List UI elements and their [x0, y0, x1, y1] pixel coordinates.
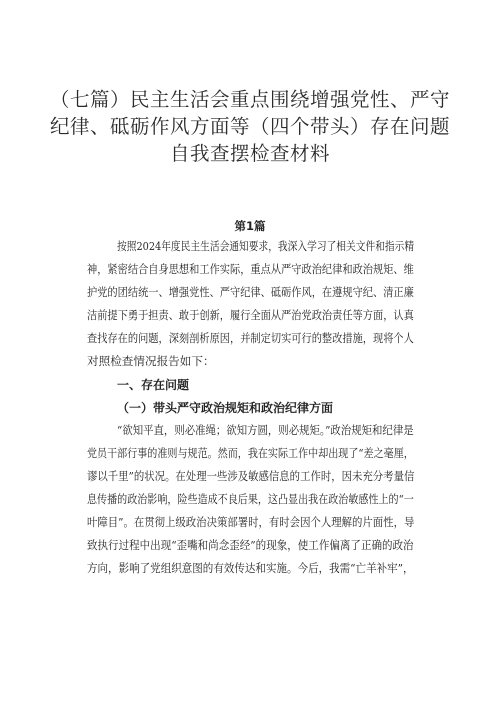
title-line-2: 纪律、砥砺作风方面等（四个带头）存在问题 [49, 115, 450, 138]
para1-line-7: 方向，影响了党组织意图的有效传达和实施。今后，我需“亡羊补牢”， [87, 561, 414, 575]
section-heading-problems: 一、存在问题 [117, 378, 190, 392]
para1-line-1: “欲知平直，则必准绳；欲知方圆，则必规矩。”政治规矩和纪律是 [117, 423, 414, 437]
para1-line-2: 党员干部行事的准则与规范。然而，我在实际工作中却出现了“差之毫厘， [87, 446, 414, 460]
intro-line-4: 洁前提下勇于担责、敢于创新，履行全面从严治党政治责任等方面，认真 [87, 308, 414, 322]
intro-line-1: 按照2024年度民主生活会通知要求，我深入学习了相关文件和指示精 [117, 239, 415, 253]
para1-line-6: 致执行过程中出现“歪嘴和尚念歪经”的现象，使工作偏离了正确的政治 [87, 538, 414, 552]
intro-line-3: 护党的团结统一、增强党性、严守纪律、砥砺作风，在遵规守纪、清正廉 [87, 285, 414, 299]
para1-line-5: 叶障目”。在贯彻上级政治决策部署时，有时会因个人理解的片面性，导 [87, 515, 415, 529]
intro-line-6: 对照检查情况报告如下： [87, 354, 215, 368]
subsection-heading-political-rules: （一）带头严守政治规矩和政治纪律方面 [117, 401, 334, 415]
intro-line-2: 神，紧密结合自身思想和工作实际，重点从严守政治纪律和政治规矩、维 [87, 262, 414, 276]
title-line-1: （七篇）民主生活会重点围绕增强党性、严守 [49, 88, 450, 111]
document-title [40, 86, 460, 167]
para1-line-3: 谬以千里”的状况。在处理一些涉及敏感信息的工作时，因未充分考量信 [87, 469, 415, 483]
chapter-heading: 第1篇 [234, 219, 266, 233]
intro-line-5: 查找存在的问题，深刻剖析原因，并制定切实可行的整改措施，现将个人 [87, 331, 414, 345]
title-line-3: 自我查摆检查材料 [169, 142, 330, 165]
para1-line-4: 息传播的政治影响，险些造成不良后果，这凸显出我在政治敏感性上的“一 [87, 492, 414, 506]
